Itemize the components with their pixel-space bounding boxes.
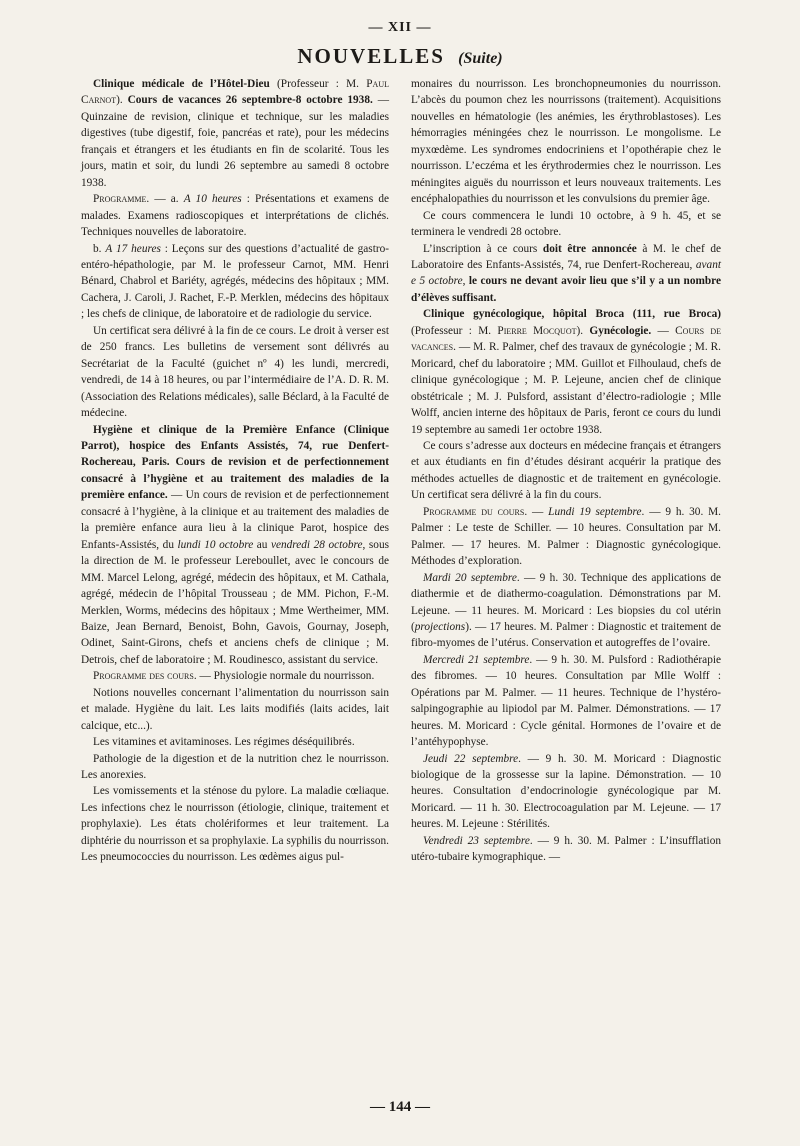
right-column (411, 76, 721, 866)
italic-run: Lundi 19 septembre (548, 505, 642, 518)
italic-run: Mardi 20 septembre (423, 571, 517, 584)
text-run: — Quinzaine de revision, clinique et technique, sur les maladies digestives (tube digestif, foie, pancréas et rate), pour les médecins français et étrangers et les étudiants en fin de scolarité. Tous les jours, matin et soir, du lundi 26 septembre au samedi 8 octobre 1938. (81, 94, 389, 189)
paragraph (411, 241, 721, 307)
italic-run: projections (414, 620, 466, 633)
text-run: Les vitamines et avitaminoses. Les régimes déséquilibrés. (93, 736, 355, 749)
italic-run: vendredi 28 octobre (270, 538, 363, 551)
small-caps-run: Programme (93, 193, 147, 206)
text-run: . — Physiologie normale du nourrisson. (193, 670, 375, 683)
small-caps-run: Pierre Mocquot (497, 324, 577, 337)
small-caps-run: Programme du cours (423, 505, 525, 518)
text-run: ). — 17 heures. M. Palmer : Diagnostic et traitement de fibro-myomes de l’utérus. Conservation et autogreffes de l’ovaire. (411, 620, 721, 650)
paragraph (411, 751, 721, 833)
paragraph (411, 306, 721, 438)
text-run: Notions nouvelles concernant l’alimentation du nourrisson sain et malade. Hygiène du lait. Les laits modifiés (laits acides, lait calcique, etc...). (81, 686, 389, 732)
paragraph (411, 438, 721, 504)
text-run: Pathologie de la digestion et de la nutrition chez le nourrisson. Les anorexies. (81, 752, 389, 782)
text-run: . — M. R. Palmer, chef des travaux de gynécologie ; M. R. Moricard, chef du laboratoire ; MM. Guillot et Filhoulaud, chefs de clinique gynécologique ; M. P. Lejeune, ancien chef de clinique obstétricale ; M. J. Pulsford, assistant d’électro-radiologie ; Mlle Wolff, ancien interne des hôpitaux de Paris, feront ce cours du lundi 19 septembre au samedi 1er octobre 1938. (411, 341, 721, 436)
text-run: , sous la direction de M. le professeur Lereboullet, avec le concours de MM. Marcel Lelong, agrégé, médecin des hôpitaux, et M. Cathala, agrégé, médecin de l’hôpital Trousseau ; de MM. Pichon, F.-M. Merklen, Worms, médecins des hôpitaux ; Mme Wertheimer, MM. Baize, Jean Bernard, Benoist, Bohn, Gavois, Gournay, Joseph, Odinet, Saint-Girons, chefs et anciens chefs de clinique ; M. Detrois, chef de laboratoire ; M. Roudinesco, assistant du service. (81, 538, 390, 666)
text-run: (Professeur : M. (411, 324, 498, 337)
paragraph (81, 783, 389, 865)
bold-run: doit être annoncée (542, 242, 637, 255)
roman-page-number: — XII — (368, 20, 432, 35)
section-title: NOUVELLES (297, 44, 445, 68)
text-run: . — 9 h. 30. M. Moricard : Diagnostic biologique de la grossesse sur la lapine. Démonstration. — 10 heures. Consultation d’endocrinologie gynécologique par M. Moricard. — 11 h. 30. Electrocoagulation par M. Lejeune. — 17 heures. M. Lejeune : Stérilités. (411, 752, 721, 831)
paragraph (411, 652, 721, 751)
paragraph (81, 668, 389, 684)
paragraph (81, 422, 389, 669)
text-run: L’inscription à ce cours (423, 242, 543, 255)
text-run: ). (576, 324, 590, 337)
text-run: (Professeur : M. (269, 78, 367, 90)
italic-run: A 17 heures (105, 242, 161, 255)
bold-run: Cours de vacances 26 septembre-8 octobre 1938. (127, 94, 373, 107)
paragraph (411, 208, 721, 241)
paragraph (411, 833, 721, 866)
paragraph (81, 734, 389, 750)
small-caps-run: Cours de vacances (411, 324, 721, 354)
text-run: Ce cours s’adresse aux docteurs en médecine français et étrangers et aux étudiants en fin d’études désirant acquérir la pratique des méthodes actuelles de diagnostic et de traitement en gynécologie. Un certificat sera délivré à la fin du cours. (411, 439, 721, 502)
text-run: Un certificat sera délivré à la fin de ce cours. Le droit à verser est de 250 francs. Les bulletins de versement sont délivrés au Secrétariat de la Faculté (guichet nº 4) les lundi, mercredi, vendredi, de 14 à 18 heures, ou par l’intermédiaire de l’A. D. R. M. (Association des Relations médicales), salle Béclard, à la Faculté de médecine. (81, 324, 389, 420)
text-run: b. (93, 242, 106, 255)
text-run: . — (524, 505, 549, 518)
section-heading (0, 44, 800, 69)
section-title-suffix: (Suite) (458, 50, 503, 67)
left-column (81, 76, 389, 866)
italic-run: A 10 heures (183, 193, 242, 206)
text-run: . — a. (146, 193, 184, 206)
text-run: monaires du nourrisson. Les bronchopneumonies du nourrisson. L’abcès du poumon chez les nourrissons (traitement). Acquisitions nouvelles en hématologie (les anémies, les érythroblastoses). Les hémorragies méningées chez le nourrisson. Le mongolisme. Le myxœdème. Les syndromes endocriniens et l’opothérapie chez le nourrisson. L’eczéma et les érythrodermies chez le nourrisson. Les méningites aiguës du nourrisson et leurs nouveaux traitements. Les encéphalopathies du nourrisson et les convulsions du premier âge. (411, 78, 721, 206)
text-run: : Présentations et examens de malades. Examens radioscopiques et interprétations de clichés. Techniques nouvelles de laboratoire. (81, 193, 389, 239)
bold-run: Clinique médicale de l’Hôtel-Dieu (93, 78, 270, 90)
text-run: — Un cours de revision et de perfectionnement consacré à l’hygiène, à la clinique et au traitement des maladies de la première enfance aura lieu à la clinique Parot, hospice des Enfants-Assistés, du (81, 489, 389, 551)
paragraph (81, 323, 389, 422)
text-run: Les vomissements et la sténose du pylore. La maladie cœliaque. Les infections chez le nourrisson (étiologie, clinique, traitement et prophylaxie). Les états cholériformes et leur traitement. La diphtérie du nourrisson et sa prophylaxie. La syphilis du nourrisson. Les pneumococcies du nourrisson. Les œdèmes aigus pul- (81, 785, 389, 864)
text-run: , (462, 275, 469, 288)
text-run: . — 9 h. 30. M. Palmer : L’insufflation utéro-tubaire kymographique. — (411, 834, 721, 864)
paragraph (81, 76, 389, 191)
paragraph (411, 570, 721, 652)
text-run: ). (116, 94, 128, 107)
italic-run: lundi 10 octobre (177, 538, 254, 551)
paragraph (81, 241, 389, 323)
bold-run: le cours ne devant avoir lieu que s’il y a un nombre d’élèves suffisant. (411, 275, 721, 304)
text-run: . — 9 h. 30. M. Pulsford : Radiothérapie des fibromes. — 10 heures. Consultation par Mlle Wolff : Opérations par M. Palmer. — 11 heures. Technique de l’hystéro-salpingographie au lipiodol par M. Palmer. Démonstrations. — 17 heures. M. Moricard : Cycle génital. Hormones de l’ovaire et de l’antéhypophyse. (411, 653, 721, 749)
bold-run: Clinique gynécologique, hôpital Broca (111, rue Broca) (423, 308, 721, 321)
italic-run: Vendredi 23 septembre (423, 834, 530, 847)
italic-run: avant e 5 octobre (411, 258, 721, 288)
italic-run: Mercredi 21 septembre (423, 653, 530, 666)
text-run: : Leçons sur des questions d’actualité de gastro-entéro-hépathologie, par M. le professeur Carnot, MM. Henri Bénard, Chabrol et Bariéty, agrégés, médecins des hôpitaux ; MM. Cachera, J. Caroli, J. Rachet, F.-P. Merklen, médecins des hôpitaux ; les chefs de clinique, de laboratoire et de radiologie du service. (81, 242, 390, 321)
text-run: au (253, 538, 271, 551)
paragraph (81, 751, 389, 784)
small-caps-run: Paul Carnot (81, 78, 389, 107)
small-caps-run: Programme des cours (93, 670, 194, 683)
paragraph (411, 504, 721, 570)
bold-run: Gynécologie. (589, 324, 652, 337)
text-run: Ce cours commencera le lundi 10 octobre, à 9 h. 45, et se terminera le vendredi 28 octobre. (411, 209, 721, 239)
italic-run: Jeudi 22 septembre (423, 752, 519, 765)
text-run: . — 9 h. 30. M. Palmer : Le teste de Schiller. — 10 heures. Consultation par M. Palmer. — 17 heures. M. Palmer : Diagnostic gynécologique. Méthodes d’exploration. (411, 505, 721, 568)
paragraph (81, 685, 389, 734)
text-run: . — 9 h. 30. Technique des applications de diathermie et de diathermo-coagulation. Démonstrations par M. Lejeune. — 11 heures. M. Moricard : Les biopsies du col utérin ( (411, 571, 722, 633)
paragraph (81, 191, 389, 240)
bold-run: Hygiène et clinique de la Première Enfance (Clinique Parrot), hospice des Enfants Assistés, 74, rue Denfert-Rochereau, Paris. Cours de revision et de perfectionnement consacré à l’hygiène et au traitement des maladies de la première enfance. (81, 423, 389, 502)
text-run: à M. le chef de Laboratoire des Enfants-Assistés, 74, rue Denfert-Rochereau, (411, 242, 721, 271)
page-number: — 144 — (370, 1099, 430, 1115)
paragraph (411, 76, 721, 208)
text-run: — (651, 324, 676, 337)
